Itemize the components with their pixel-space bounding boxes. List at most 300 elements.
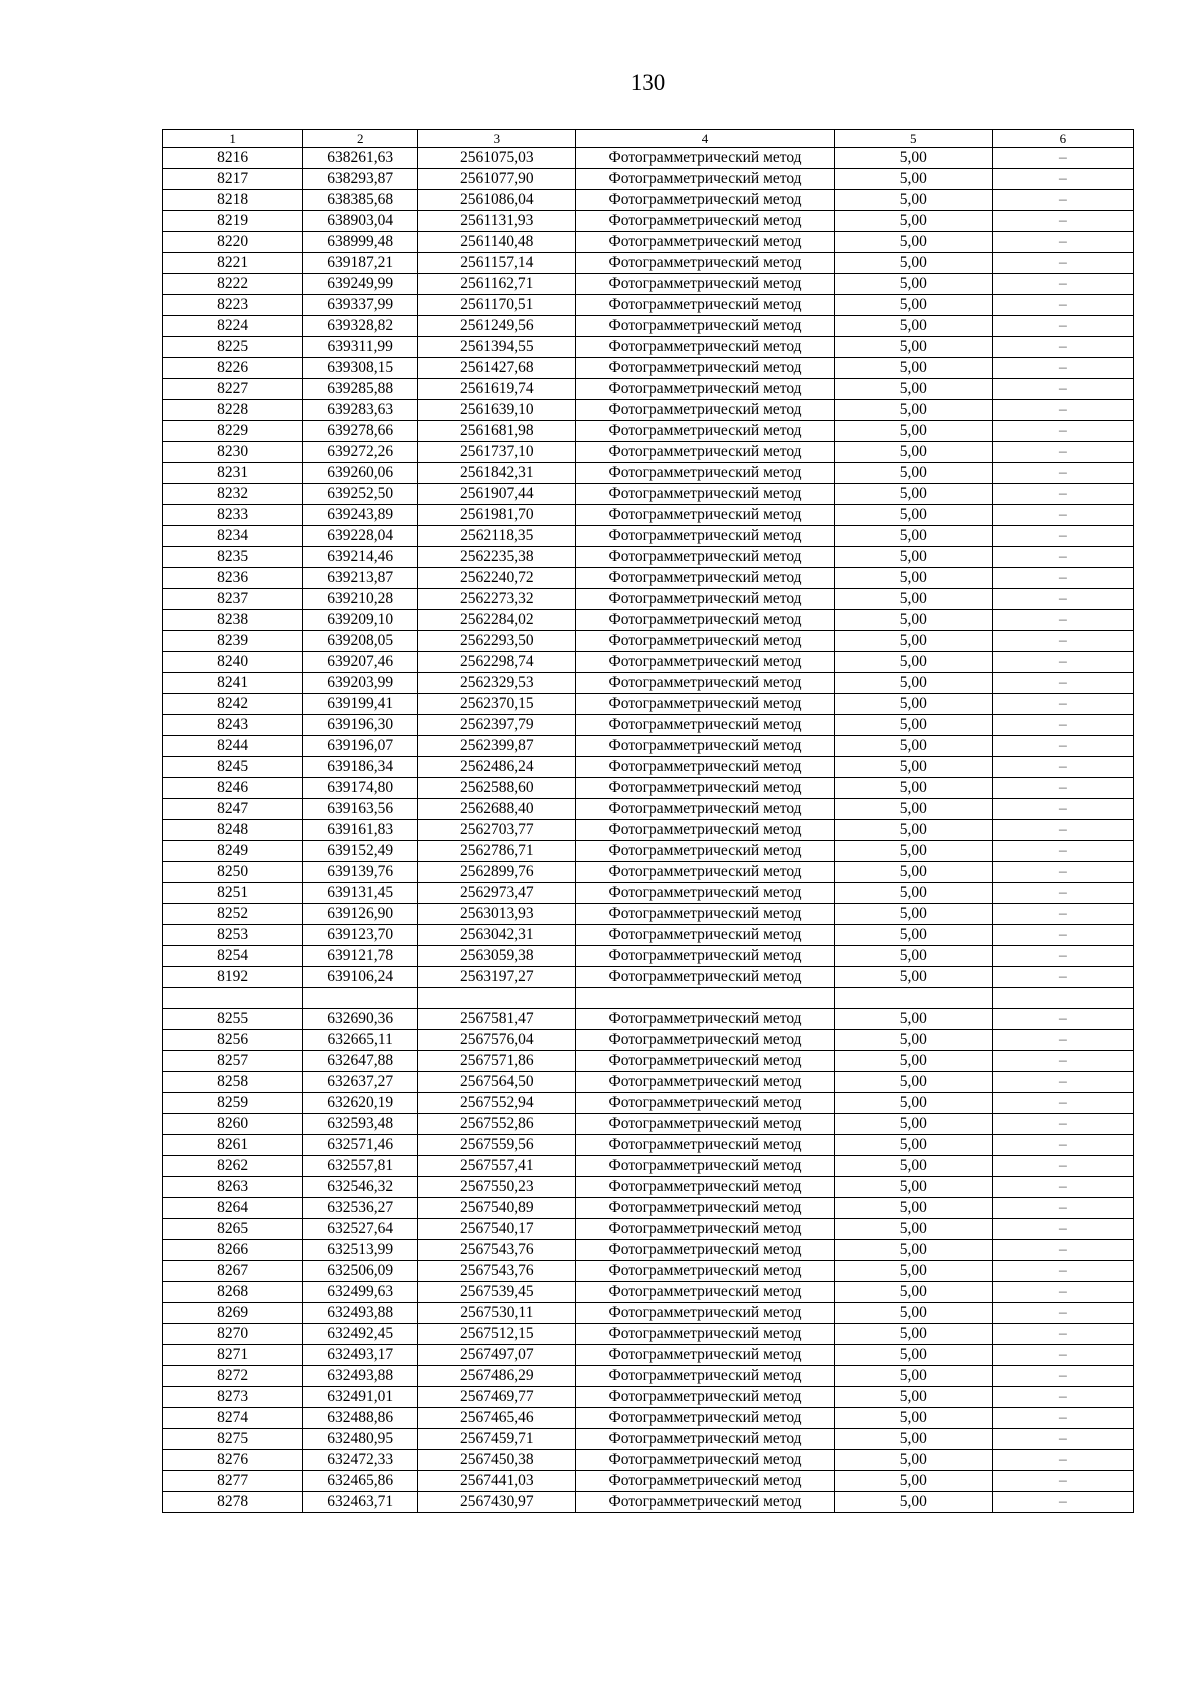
method-cell: Фотограмметрический метод (576, 1114, 834, 1135)
y-coordinate-cell: 2561157,14 (418, 253, 576, 274)
y-coordinate-cell: 2567543,76 (418, 1240, 576, 1261)
method-cell: Фотограмметрический метод (576, 358, 834, 379)
y-coordinate-cell: 2563013,93 (418, 904, 576, 925)
table-row (163, 442, 1134, 463)
x-coordinate-cell: 638293,87 (303, 169, 418, 190)
x-coordinate-cell: 632491,01 (303, 1387, 418, 1408)
method-cell: Фотограмметрический метод (576, 274, 834, 295)
accuracy-cell: 5,00 (834, 1093, 992, 1114)
method-cell: Фотограмметрический метод (576, 1345, 834, 1366)
y-coordinate-cell: 2567552,86 (418, 1114, 576, 1135)
note-cell: – (992, 1093, 1133, 1114)
table-row (163, 232, 1134, 253)
point-number-cell: 8233 (163, 505, 303, 526)
y-coordinate-cell: 2567540,17 (418, 1219, 576, 1240)
method-cell: Фотограмметрический метод (576, 316, 834, 337)
method-cell: Фотограмметрический метод (576, 1240, 834, 1261)
point-number-cell: 8227 (163, 379, 303, 400)
y-coordinate-cell: 2561170,51 (418, 295, 576, 316)
y-coordinate-cell: 2567576,04 (418, 1030, 576, 1051)
point-number-cell: 8217 (163, 169, 303, 190)
note-cell: – (992, 589, 1133, 610)
method-cell: Фотограмметрический метод (576, 421, 834, 442)
table-row (163, 1387, 1134, 1408)
method-cell: Фотограмметрический метод (576, 484, 834, 505)
note-cell: – (992, 316, 1133, 337)
y-coordinate-cell: 2563059,38 (418, 946, 576, 967)
note-cell: – (992, 757, 1133, 778)
point-number-cell: 8277 (163, 1471, 303, 1492)
x-coordinate-cell: 632465,86 (303, 1471, 418, 1492)
note-cell: – (992, 568, 1133, 589)
accuracy-cell: 5,00 (834, 715, 992, 736)
method-cell: Фотограмметрический метод (576, 904, 834, 925)
y-coordinate-cell: 2567539,45 (418, 1282, 576, 1303)
note-cell: – (992, 1408, 1133, 1429)
note-cell: – (992, 715, 1133, 736)
table-row (163, 1177, 1134, 1198)
table-row (163, 379, 1134, 400)
accuracy-cell: 5,00 (834, 1324, 992, 1345)
table-row (163, 1240, 1134, 1261)
point-number-cell: 8261 (163, 1135, 303, 1156)
table-row (163, 1261, 1134, 1282)
point-number-cell: 8264 (163, 1198, 303, 1219)
note-cell: – (992, 232, 1133, 253)
table-row (163, 274, 1134, 295)
y-coordinate-cell: 2562329,53 (418, 673, 576, 694)
y-coordinate-cell: 2567459,71 (418, 1429, 576, 1450)
x-coordinate-cell: 639252,50 (303, 484, 418, 505)
table-row (163, 1093, 1134, 1114)
x-coordinate-cell: 639187,21 (303, 253, 418, 274)
note-cell: – (992, 1471, 1133, 1492)
note-cell: – (992, 1051, 1133, 1072)
table-row (163, 1492, 1134, 1513)
accuracy-cell: 5,00 (834, 589, 992, 610)
x-coordinate-cell: 639196,30 (303, 715, 418, 736)
accuracy-cell: 5,00 (834, 946, 992, 967)
method-cell: Фотограмметрический метод (576, 862, 834, 883)
accuracy-cell: 5,00 (834, 925, 992, 946)
accuracy-cell: 5,00 (834, 862, 992, 883)
method-cell: Фотограмметрический метод (576, 589, 834, 610)
point-number-cell: 8241 (163, 673, 303, 694)
y-coordinate-cell: 2562235,38 (418, 547, 576, 568)
note-cell: – (992, 505, 1133, 526)
method-cell: Фотограмметрический метод (576, 1135, 834, 1156)
x-coordinate-cell: 632493,17 (303, 1345, 418, 1366)
x-coordinate-cell: 632480,95 (303, 1429, 418, 1450)
accuracy-cell: 5,00 (834, 1135, 992, 1156)
table-row (163, 1450, 1134, 1471)
method-cell: Фотограмметрический метод (576, 379, 834, 400)
table-row (163, 1366, 1134, 1387)
x-coordinate-cell: 639152,49 (303, 841, 418, 862)
method-cell: Фотограмметрический метод (576, 1156, 834, 1177)
table-row (163, 463, 1134, 484)
note-cell: – (992, 610, 1133, 631)
x-coordinate-cell: 632472,33 (303, 1450, 418, 1471)
y-coordinate-cell: 2567552,94 (418, 1093, 576, 1114)
note-cell: – (992, 925, 1133, 946)
table-row (163, 526, 1134, 547)
table-row (163, 505, 1134, 526)
accuracy-cell: 5,00 (834, 1198, 992, 1219)
note-cell: – (992, 1135, 1133, 1156)
table-row (163, 1135, 1134, 1156)
note-cell: – (992, 1324, 1133, 1345)
x-coordinate-cell: 638903,04 (303, 211, 418, 232)
note-cell: – (992, 148, 1133, 169)
accuracy-cell: 5,00 (834, 526, 992, 547)
note-cell: – (992, 736, 1133, 757)
x-coordinate-cell: 638999,48 (303, 232, 418, 253)
x-coordinate-cell: 639337,99 (303, 295, 418, 316)
x-coordinate-cell: 639228,04 (303, 526, 418, 547)
coordinates-table (162, 129, 1134, 1513)
point-number-cell: 8225 (163, 337, 303, 358)
method-cell: Фотограмметрический метод (576, 967, 834, 988)
accuracy-cell: 5,00 (834, 1387, 992, 1408)
point-number-cell: 8249 (163, 841, 303, 862)
note-cell: – (992, 1030, 1133, 1051)
y-coordinate-cell: 2562240,72 (418, 568, 576, 589)
accuracy-cell: 5,00 (834, 1219, 992, 1240)
accuracy-cell: 5,00 (834, 1345, 992, 1366)
note-cell: – (992, 1450, 1133, 1471)
point-number-cell: 8266 (163, 1240, 303, 1261)
method-cell: Фотограмметрический метод (576, 169, 834, 190)
note-cell: – (992, 967, 1133, 988)
header-cell-6: 6 (992, 130, 1133, 148)
accuracy-cell: 5,00 (834, 736, 992, 757)
accuracy-cell: 5,00 (834, 1429, 992, 1450)
point-number-cell: 8230 (163, 442, 303, 463)
point-number-cell: 8243 (163, 715, 303, 736)
x-coordinate-cell: 639214,46 (303, 547, 418, 568)
method-cell: Фотограмметрический метод (576, 883, 834, 904)
accuracy-cell: 5,00 (834, 568, 992, 589)
x-coordinate-cell: 639203,99 (303, 673, 418, 694)
point-number-cell: 8223 (163, 295, 303, 316)
table-row (163, 148, 1134, 169)
point-number-cell: 8235 (163, 547, 303, 568)
note-cell: – (992, 463, 1133, 484)
accuracy-cell: 5,00 (834, 442, 992, 463)
table-row (163, 337, 1134, 358)
y-coordinate-cell: 2562118,35 (418, 526, 576, 547)
point-number-cell: 8265 (163, 1219, 303, 1240)
point-number-cell (163, 988, 303, 1009)
note-cell: – (992, 484, 1133, 505)
method-cell: Фотограмметрический метод (576, 1492, 834, 1513)
accuracy-cell: 5,00 (834, 1177, 992, 1198)
accuracy-cell: 5,00 (834, 1492, 992, 1513)
table-row (163, 946, 1134, 967)
point-number-cell: 8253 (163, 925, 303, 946)
x-coordinate-cell: 632536,27 (303, 1198, 418, 1219)
y-coordinate-cell: 2562899,76 (418, 862, 576, 883)
note-cell: – (992, 904, 1133, 925)
accuracy-cell: 5,00 (834, 1051, 992, 1072)
y-coordinate-cell: 2562688,40 (418, 799, 576, 820)
accuracy-cell: 5,00 (834, 967, 992, 988)
y-coordinate-cell: 2561162,71 (418, 274, 576, 295)
note-cell (992, 988, 1133, 1009)
y-coordinate-cell: 2561427,68 (418, 358, 576, 379)
table-row (163, 778, 1134, 799)
accuracy-cell: 5,00 (834, 1366, 992, 1387)
method-cell: Фотограмметрический метод (576, 1282, 834, 1303)
method-cell: Фотограмметрический метод (576, 1072, 834, 1093)
note-cell: – (992, 442, 1133, 463)
table-row (163, 883, 1134, 904)
table-row (163, 190, 1134, 211)
point-number-cell: 8273 (163, 1387, 303, 1408)
point-number-cell: 8247 (163, 799, 303, 820)
note-cell: – (992, 295, 1133, 316)
y-coordinate-cell: 2562973,47 (418, 883, 576, 904)
x-coordinate-cell (303, 988, 418, 1009)
x-coordinate-cell: 639139,76 (303, 862, 418, 883)
x-coordinate-cell: 632637,27 (303, 1072, 418, 1093)
x-coordinate-cell: 632493,88 (303, 1366, 418, 1387)
x-coordinate-cell: 632690,36 (303, 1009, 418, 1030)
y-coordinate-cell: 2561140,48 (418, 232, 576, 253)
method-cell: Фотограмметрический метод (576, 547, 834, 568)
method-cell: Фотограмметрический метод (576, 1303, 834, 1324)
method-cell: Фотограмметрический метод (576, 946, 834, 967)
accuracy-cell: 5,00 (834, 253, 992, 274)
method-cell: Фотограмметрический метод (576, 1408, 834, 1429)
y-coordinate-cell: 2562486,24 (418, 757, 576, 778)
accuracy-cell: 5,00 (834, 400, 992, 421)
header-cell-1: 1 (163, 130, 303, 148)
x-coordinate-cell: 632647,88 (303, 1051, 418, 1072)
note-cell: – (992, 820, 1133, 841)
header-row (163, 130, 1134, 148)
point-number-cell: 8234 (163, 526, 303, 547)
point-number-cell: 8245 (163, 757, 303, 778)
x-coordinate-cell: 639260,06 (303, 463, 418, 484)
accuracy-cell: 5,00 (834, 1240, 992, 1261)
accuracy-cell (834, 988, 992, 1009)
y-coordinate-cell (418, 988, 576, 1009)
method-cell: Фотограмметрический метод (576, 610, 834, 631)
point-number-cell: 8221 (163, 253, 303, 274)
table-row (163, 673, 1134, 694)
method-cell: Фотограмметрический метод (576, 1093, 834, 1114)
table-row (163, 1408, 1134, 1429)
table-row (163, 589, 1134, 610)
y-coordinate-cell: 2562588,60 (418, 778, 576, 799)
point-number-cell: 8219 (163, 211, 303, 232)
x-coordinate-cell: 639161,83 (303, 820, 418, 841)
point-number-cell: 8258 (163, 1072, 303, 1093)
table-row (163, 1198, 1134, 1219)
x-coordinate-cell: 632620,19 (303, 1093, 418, 1114)
point-number-cell: 8263 (163, 1177, 303, 1198)
note-cell: – (992, 379, 1133, 400)
table-row (163, 1051, 1134, 1072)
x-coordinate-cell: 639308,15 (303, 358, 418, 379)
method-cell: Фотограмметрический метод (576, 925, 834, 946)
method-cell: Фотограмметрический метод (576, 694, 834, 715)
method-cell: Фотограмметрический метод (576, 1387, 834, 1408)
table-row (163, 652, 1134, 673)
accuracy-cell: 5,00 (834, 337, 992, 358)
table-row (163, 316, 1134, 337)
point-number-cell: 8276 (163, 1450, 303, 1471)
method-cell: Фотограмметрический метод (576, 568, 834, 589)
y-coordinate-cell: 2561639,10 (418, 400, 576, 421)
y-coordinate-cell: 2562370,15 (418, 694, 576, 715)
table-row (163, 1429, 1134, 1450)
note-cell: – (992, 253, 1133, 274)
accuracy-cell: 5,00 (834, 778, 992, 799)
method-cell: Фотограмметрический метод (576, 799, 834, 820)
table-row (163, 1072, 1134, 1093)
method-cell: Фотограмметрический метод (576, 295, 834, 316)
point-number-cell: 8271 (163, 1345, 303, 1366)
y-coordinate-cell: 2567564,50 (418, 1072, 576, 1093)
x-coordinate-cell: 639278,66 (303, 421, 418, 442)
point-number-cell: 8238 (163, 610, 303, 631)
method-cell: Фотограмметрический метод (576, 820, 834, 841)
table-row (163, 757, 1134, 778)
note-cell: – (992, 883, 1133, 904)
x-coordinate-cell: 632557,81 (303, 1156, 418, 1177)
y-coordinate-cell: 2562273,32 (418, 589, 576, 610)
method-cell: Фотограмметрический метод (576, 442, 834, 463)
accuracy-cell: 5,00 (834, 421, 992, 442)
point-number-cell: 8260 (163, 1114, 303, 1135)
accuracy-cell: 5,00 (834, 799, 992, 820)
point-number-cell: 8192 (163, 967, 303, 988)
table-header (163, 130, 1134, 148)
table-row (163, 841, 1134, 862)
accuracy-cell: 5,00 (834, 904, 992, 925)
note-cell: – (992, 421, 1133, 442)
accuracy-cell: 5,00 (834, 652, 992, 673)
accuracy-cell: 5,00 (834, 1009, 992, 1030)
note-cell: – (992, 400, 1133, 421)
x-coordinate-cell: 639272,26 (303, 442, 418, 463)
y-coordinate-cell: 2562284,02 (418, 610, 576, 631)
table-row (163, 1219, 1134, 1240)
note-cell: – (992, 211, 1133, 232)
table-row (163, 547, 1134, 568)
table-row (163, 1030, 1134, 1051)
note-cell: – (992, 1366, 1133, 1387)
method-cell: Фотограмметрический метод (576, 1177, 834, 1198)
accuracy-cell: 5,00 (834, 190, 992, 211)
x-coordinate-cell: 639207,46 (303, 652, 418, 673)
note-cell: – (992, 1009, 1133, 1030)
method-cell: Фотограмметрический метод (576, 1366, 834, 1387)
point-number-cell: 8220 (163, 232, 303, 253)
table-row (163, 925, 1134, 946)
accuracy-cell: 5,00 (834, 547, 992, 568)
method-cell: Фотограмметрический метод (576, 1051, 834, 1072)
y-coordinate-cell: 2561737,10 (418, 442, 576, 463)
x-coordinate-cell: 639123,70 (303, 925, 418, 946)
point-number-cell: 8275 (163, 1429, 303, 1450)
accuracy-cell: 5,00 (834, 1282, 992, 1303)
accuracy-cell: 5,00 (834, 169, 992, 190)
accuracy-cell: 5,00 (834, 1030, 992, 1051)
accuracy-cell: 5,00 (834, 1261, 992, 1282)
table-row (163, 1303, 1134, 1324)
x-coordinate-cell: 639208,05 (303, 631, 418, 652)
y-coordinate-cell: 2567441,03 (418, 1471, 576, 1492)
accuracy-cell: 5,00 (834, 484, 992, 505)
method-cell: Фотограмметрический метод (576, 841, 834, 862)
point-number-cell: 8257 (163, 1051, 303, 1072)
table-row (163, 253, 1134, 274)
y-coordinate-cell: 2563042,31 (418, 925, 576, 946)
table-row (163, 904, 1134, 925)
note-cell: – (992, 946, 1133, 967)
accuracy-cell: 5,00 (834, 148, 992, 169)
note-cell: – (992, 1114, 1133, 1135)
point-number-cell: 8228 (163, 400, 303, 421)
page-number: 130 (630, 70, 666, 95)
accuracy-cell: 5,00 (834, 610, 992, 631)
method-cell: Фотограмметрический метод (576, 1219, 834, 1240)
method-cell: Фотограмметрический метод (576, 652, 834, 673)
point-number-cell: 8226 (163, 358, 303, 379)
method-cell: Фотограмметрический метод (576, 253, 834, 274)
note-cell: – (992, 1261, 1133, 1282)
x-coordinate-cell: 632665,11 (303, 1030, 418, 1051)
table-row (163, 1282, 1134, 1303)
x-coordinate-cell: 632527,64 (303, 1219, 418, 1240)
note-cell: – (992, 274, 1133, 295)
table-row (163, 169, 1134, 190)
table-row (163, 1345, 1134, 1366)
y-coordinate-cell: 2561086,04 (418, 190, 576, 211)
table-row (163, 694, 1134, 715)
x-coordinate-cell: 632488,86 (303, 1408, 418, 1429)
table-row (163, 967, 1134, 988)
method-cell (576, 988, 834, 1009)
table-row (163, 715, 1134, 736)
y-coordinate-cell: 2567430,97 (418, 1492, 576, 1513)
x-coordinate-cell: 638385,68 (303, 190, 418, 211)
table-row (163, 1471, 1134, 1492)
method-cell: Фотограмметрический метод (576, 715, 834, 736)
x-coordinate-cell: 632546,32 (303, 1177, 418, 1198)
x-coordinate-cell: 639285,88 (303, 379, 418, 400)
accuracy-cell: 5,00 (834, 1072, 992, 1093)
method-cell: Фотограмметрический метод (576, 757, 834, 778)
x-coordinate-cell: 632506,09 (303, 1261, 418, 1282)
accuracy-cell: 5,00 (834, 274, 992, 295)
method-cell: Фотограмметрический метод (576, 211, 834, 232)
accuracy-cell: 5,00 (834, 463, 992, 484)
accuracy-cell: 5,00 (834, 211, 992, 232)
y-coordinate-cell: 2561394,55 (418, 337, 576, 358)
x-coordinate-cell: 639311,99 (303, 337, 418, 358)
point-number-cell: 8239 (163, 631, 303, 652)
y-coordinate-cell: 2562298,74 (418, 652, 576, 673)
method-cell: Фотограмметрический метод (576, 526, 834, 547)
note-cell: – (992, 169, 1133, 190)
y-coordinate-cell: 2562399,87 (418, 736, 576, 757)
point-number-cell: 8236 (163, 568, 303, 589)
